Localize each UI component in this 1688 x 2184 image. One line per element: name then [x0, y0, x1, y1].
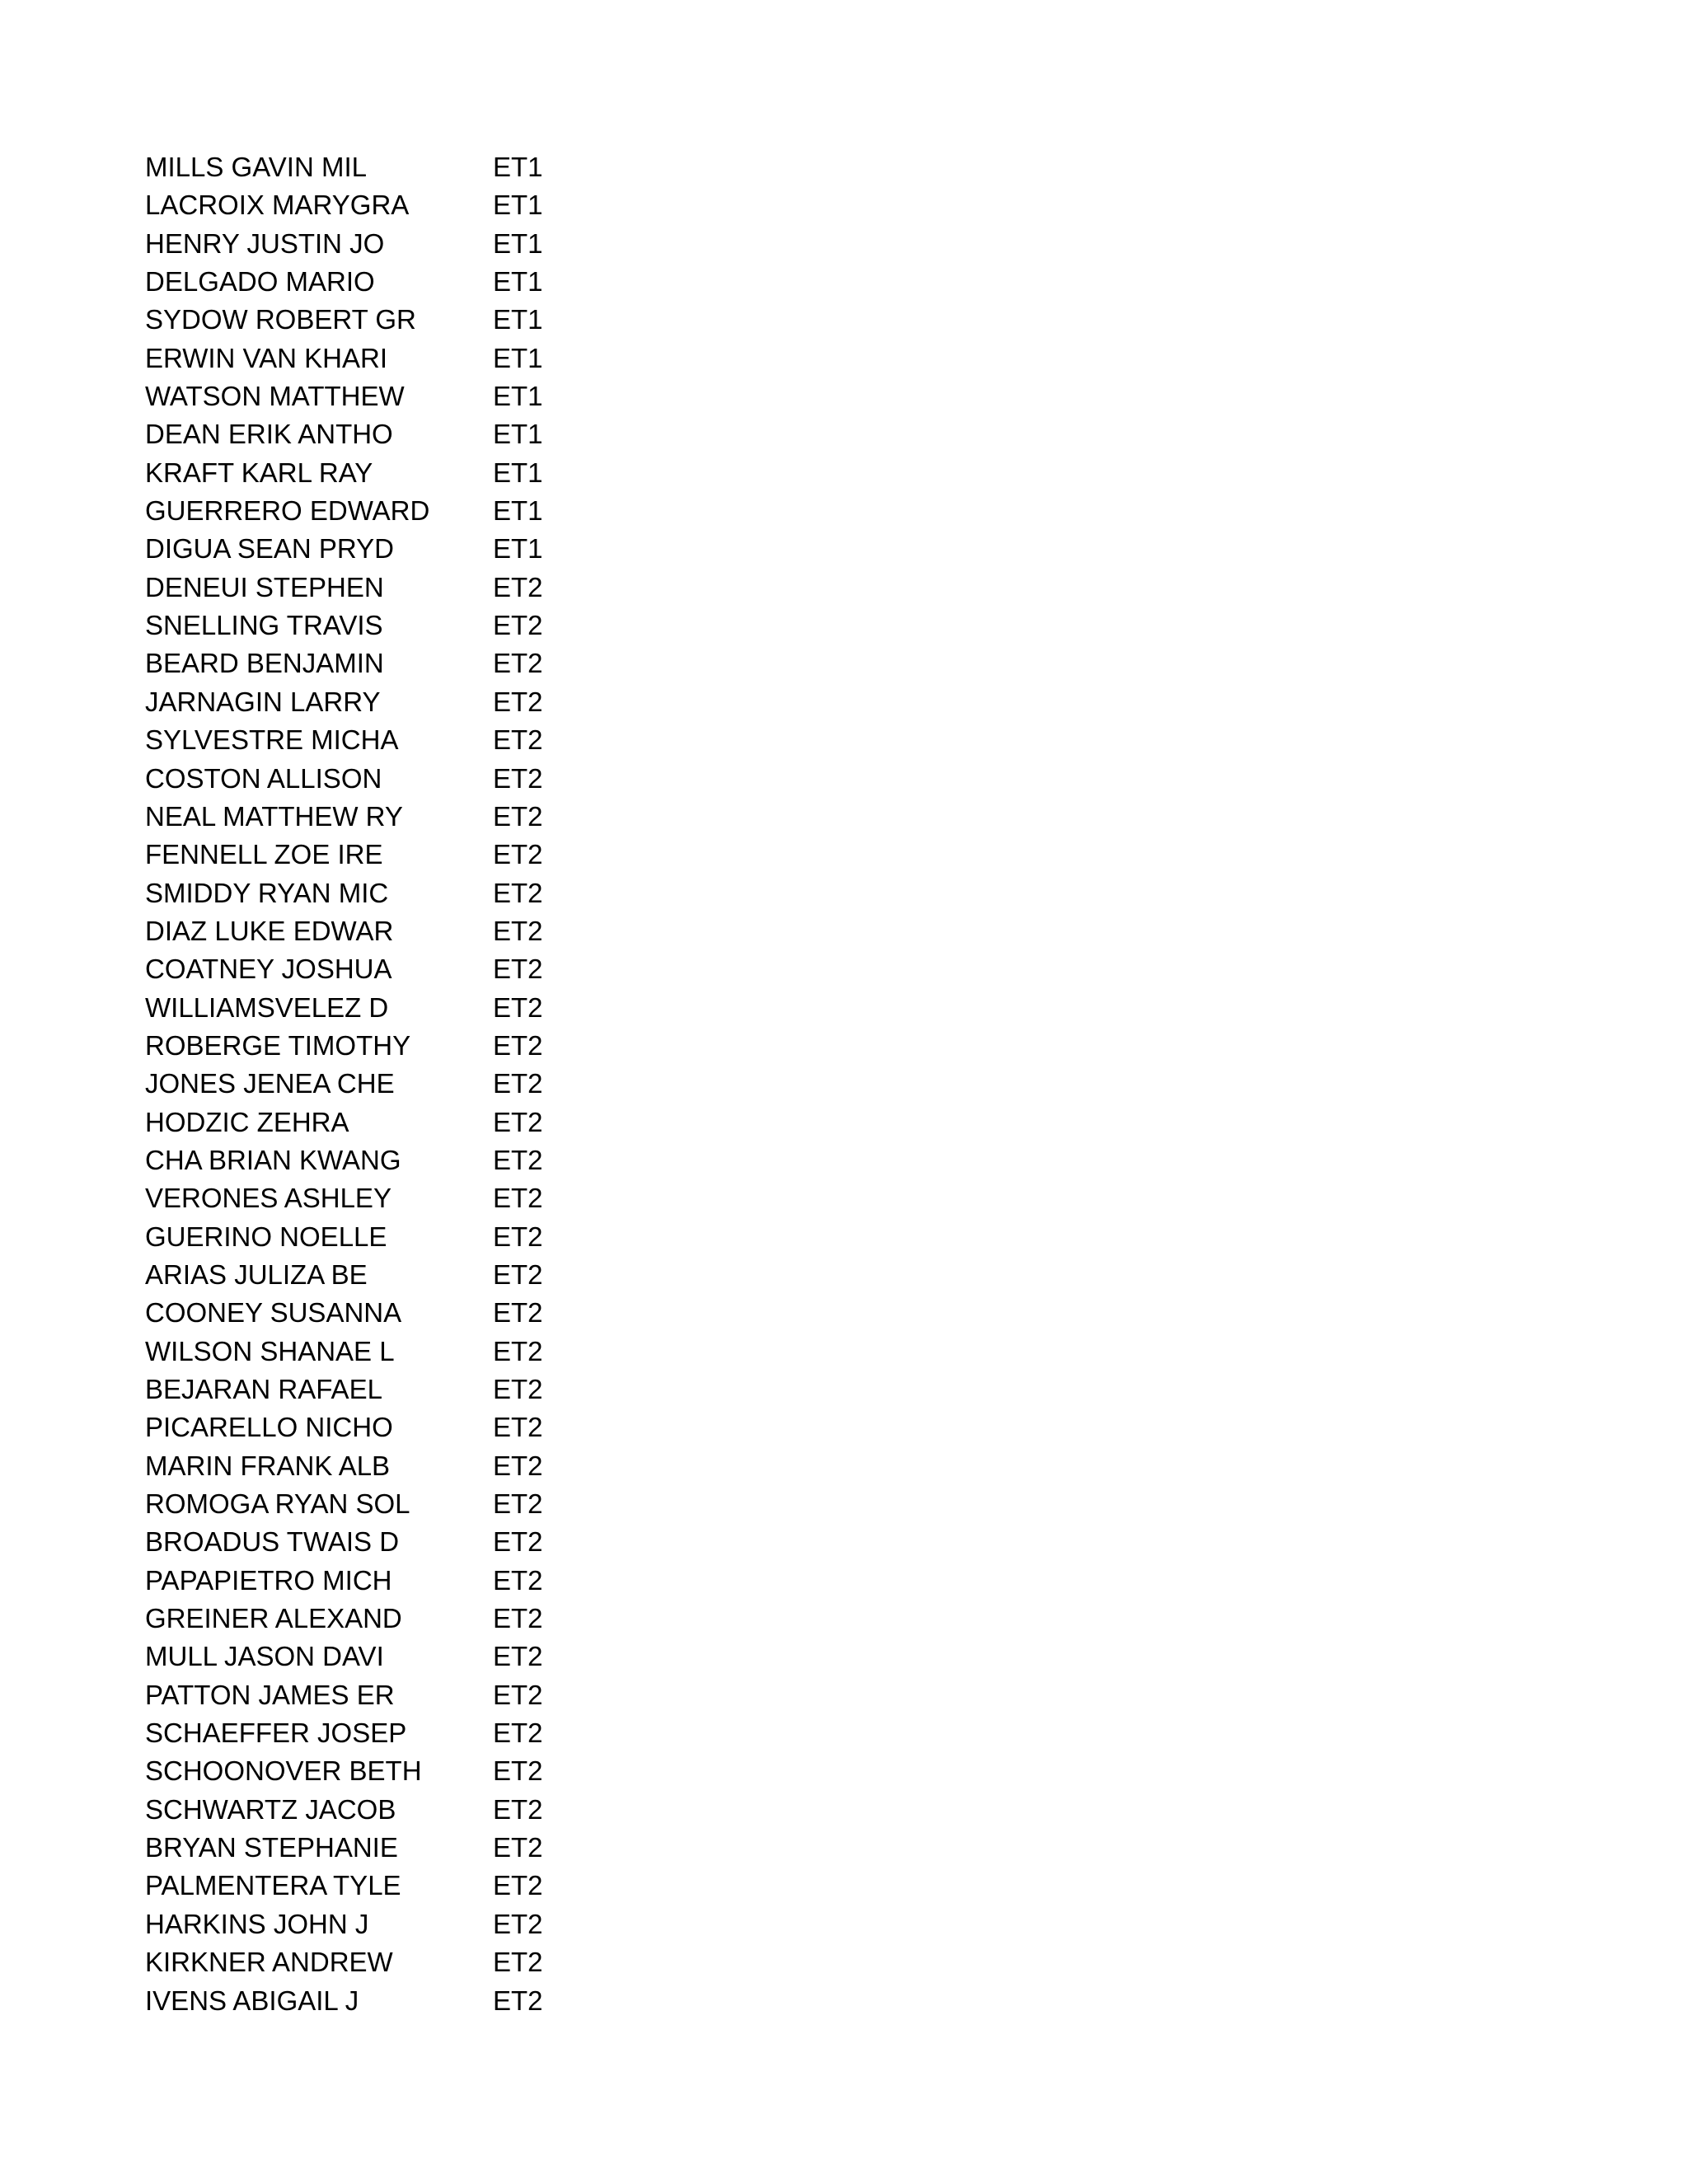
roster-row	[145, 1562, 640, 1600]
member-rate: ET1	[493, 227, 543, 259]
roster-row	[145, 912, 640, 950]
roster-row	[145, 530, 640, 568]
member-name: BEARD BENJAMIN	[145, 648, 384, 679]
member-name: LACROIX MARYGRA	[145, 190, 410, 221]
roster-row	[145, 377, 640, 415]
member-name: ARIAS JULIZA BE	[145, 1258, 368, 1290]
member-name: VERONES ASHLEY	[145, 1183, 392, 1214]
roster-row	[145, 340, 640, 377]
member-rate: ET2	[493, 610, 543, 641]
member-name: MARIN FRANK ALB	[145, 1450, 391, 1481]
member-rate: ET2	[493, 1908, 543, 1939]
member-name: KIRKNER ANDREW	[145, 1947, 393, 1978]
member-name: DIAZ LUKE EDWAR	[145, 915, 394, 946]
member-rate: ET2	[493, 1755, 543, 1787]
roster-row	[145, 798, 640, 836]
roster-row	[145, 607, 640, 644]
member-rate: ET1	[493, 266, 543, 298]
roster-row	[145, 1256, 640, 1294]
roster-row	[145, 1638, 640, 1675]
member-name: WILLIAMSVELEZ D	[145, 991, 389, 1023]
roster-row	[145, 721, 640, 759]
member-rate: ET2	[493, 1603, 543, 1634]
member-name: IVENS ABIGAIL J	[145, 1985, 359, 2016]
roster-row	[145, 569, 640, 607]
member-name: SCHOONOVER BETH	[145, 1755, 422, 1787]
member-name: HODZIC ZEHRA	[145, 1106, 349, 1137]
roster-row	[145, 1141, 640, 1179]
member-rate: ET2	[493, 1641, 543, 1672]
member-name: NEAL MATTHEW RY	[145, 800, 403, 832]
roster-row	[145, 874, 640, 912]
roster-row	[145, 1179, 640, 1217]
member-rate: ET1	[493, 495, 543, 527]
member-rate: ET2	[493, 686, 543, 717]
member-rate: ET2	[493, 954, 543, 985]
member-name: PATTON JAMES ER	[145, 1679, 395, 1710]
member-name: JONES JENEA CHE	[145, 1068, 395, 1099]
roster-row	[145, 644, 640, 682]
member-name: DELGADO MARIO	[145, 266, 375, 298]
member-name: KRAFT KARL RAY	[145, 457, 373, 488]
roster-row	[145, 1447, 640, 1485]
member-rate: ET1	[493, 419, 543, 450]
member-name: DIGUA SEAN PRYD	[145, 533, 394, 565]
member-rate: ET2	[493, 1985, 543, 2016]
member-rate: ET2	[493, 571, 543, 602]
member-name: GUERRERO EDWARD	[145, 495, 430, 527]
member-rate: ET2	[493, 991, 543, 1023]
member-name: COONEY SUSANNA	[145, 1297, 402, 1329]
member-name: COSTON ALLISON	[145, 762, 382, 794]
member-rate: ET2	[493, 1870, 543, 1901]
member-rate: ET2	[493, 762, 543, 794]
roster-row	[145, 1752, 640, 1790]
member-rate: ET2	[493, 1450, 543, 1481]
member-rate: ET2	[493, 648, 543, 679]
roster-row	[145, 1905, 640, 1943]
member-rate: ET2	[493, 1488, 543, 1520]
member-rate: ET1	[493, 533, 543, 565]
member-name: SNELLING TRAVIS	[145, 610, 383, 641]
member-rate: ET2	[493, 1183, 543, 1214]
member-name: ERWIN VAN KHARI	[145, 342, 387, 373]
roster-row	[145, 1333, 640, 1371]
member-name: DEAN ERIK ANTHO	[145, 419, 393, 450]
member-name: FENNELL ZOE IRE	[145, 839, 383, 870]
member-name: JARNAGIN LARRY	[145, 686, 381, 717]
member-rate: ET2	[493, 1679, 543, 1710]
member-rate: ET2	[493, 877, 543, 908]
roster-row	[145, 225, 640, 263]
member-rate: ET1	[493, 190, 543, 221]
member-rate: ET1	[493, 381, 543, 412]
roster-row	[145, 1027, 640, 1065]
member-name: MILLS GAVIN MIL	[145, 152, 367, 182]
roster-row	[145, 186, 640, 224]
member-rate: ET2	[493, 1221, 543, 1252]
roster-row	[145, 1791, 640, 1829]
roster-row	[145, 1065, 640, 1103]
member-rate: ET2	[493, 1106, 543, 1137]
member-rate: ET2	[493, 1793, 543, 1825]
member-name: SYLVESTRE MICHA	[145, 724, 399, 756]
roster-row	[145, 950, 640, 988]
member-name: BRYAN STEPHANIE	[145, 1832, 398, 1863]
member-rate: ET1	[493, 457, 543, 488]
member-name: BEJARAN RAFAEL	[145, 1374, 382, 1404]
roster-row	[145, 1485, 640, 1523]
roster-row	[145, 1982, 640, 2020]
roster-row	[145, 263, 640, 301]
member-name: DENEUI STEPHEN	[145, 571, 384, 602]
roster-row	[145, 1600, 640, 1638]
member-name: ROBERGE TIMOTHY	[145, 1029, 411, 1061]
member-rate: ET2	[493, 1718, 543, 1749]
member-rate: ET2	[493, 1526, 543, 1558]
member-rate: ET2	[493, 1412, 543, 1443]
member-rate: ET2	[493, 724, 543, 756]
member-rate: ET2	[493, 1068, 543, 1099]
member-rate: ET2	[493, 1832, 543, 1863]
member-rate: ET2	[493, 1564, 543, 1596]
roster-row	[145, 1371, 640, 1408]
member-rate: ET2	[493, 915, 543, 946]
member-rate: ET1	[493, 304, 543, 335]
roster-row	[145, 1408, 640, 1446]
member-rate: ET2	[493, 800, 543, 832]
member-rate: ET2	[493, 1335, 543, 1366]
member-name: CHA BRIAN KWANG	[145, 1144, 401, 1175]
roster-row	[145, 1676, 640, 1714]
member-name: GUERINO NOELLE	[145, 1221, 387, 1252]
member-name: SCHAEFFER JOSEP	[145, 1718, 407, 1749]
roster-row	[145, 760, 640, 798]
roster-row	[145, 989, 640, 1027]
member-rate: ET2	[493, 1144, 543, 1175]
member-name: BROADUS TWAIS D	[145, 1526, 400, 1558]
member-name: SYDOW ROBERT GR	[145, 304, 416, 335]
roster-row	[145, 1104, 640, 1141]
roster-row	[145, 1523, 640, 1561]
member-name: SCHWARTZ JACOB	[145, 1793, 396, 1825]
roster-row	[145, 836, 640, 874]
roster-row	[145, 1829, 640, 1867]
roster-row	[145, 1867, 640, 1905]
member-rate: ET2	[493, 1374, 543, 1404]
member-rate: ET1	[493, 152, 543, 182]
member-name: GREINER ALEXAND	[145, 1603, 402, 1634]
roster-row	[145, 1294, 640, 1332]
member-rate: ET2	[493, 1947, 543, 1978]
member-name: MULL JASON DAVI	[145, 1641, 384, 1672]
member-name: PAPAPIETRO MICH	[145, 1564, 392, 1596]
roster-row	[145, 1943, 640, 1981]
roster-row	[145, 148, 640, 186]
member-name: HENRY JUSTIN JO	[145, 227, 385, 259]
member-rate: ET2	[493, 839, 543, 870]
member-rate: ET2	[493, 1029, 543, 1061]
member-rate: ET1	[493, 342, 543, 373]
member-name: HARKINS JOHN J	[145, 1908, 369, 1939]
member-rate: ET2	[493, 1297, 543, 1329]
roster-row	[145, 1218, 640, 1256]
member-name: ROMOGA RYAN SOL	[145, 1488, 410, 1520]
member-name: PALMENTERA TYLE	[145, 1870, 401, 1901]
member-name: WATSON MATTHEW	[145, 381, 405, 412]
roster-row	[145, 492, 640, 530]
member-name: PICARELLO NICHO	[145, 1412, 393, 1443]
roster-list	[145, 148, 640, 2020]
roster-row	[145, 415, 640, 453]
member-name: WILSON SHANAE L	[145, 1335, 395, 1366]
member-rate: ET2	[493, 1258, 543, 1290]
member-name: COATNEY JOSHUA	[145, 954, 392, 985]
roster-row	[145, 1714, 640, 1752]
roster-row	[145, 454, 640, 492]
member-name: SMIDDY RYAN MIC	[145, 877, 389, 908]
roster-row	[145, 301, 640, 339]
roster-row	[145, 683, 640, 721]
